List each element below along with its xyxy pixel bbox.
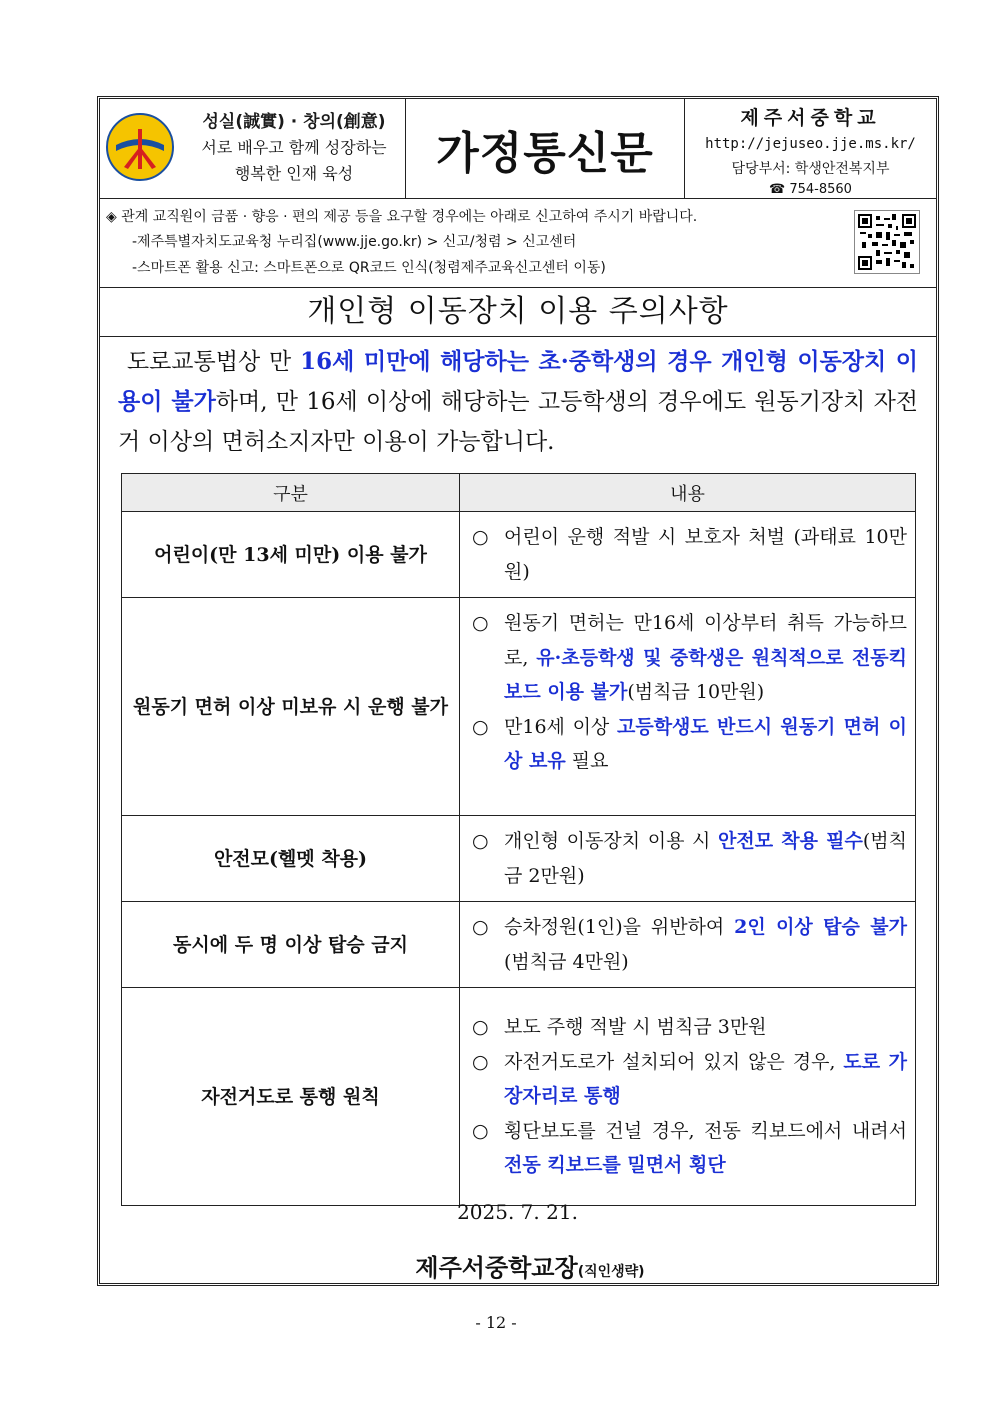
newsletter-title-cell <box>406 99 685 198</box>
bullet-highlight: 도로 가장자리로 통행 <box>504 1050 907 1108</box>
bullet-icon: ○ <box>472 830 489 852</box>
bullet-text: (범칙금 4만원) <box>504 950 629 973</box>
header-content: 내용 <box>460 474 916 512</box>
bullet-text: 원동기 면허는 만16세 이상부터 취득 가능하므로, <box>504 612 907 669</box>
newsletter-title: 가정통신문 <box>436 128 654 179</box>
school-logo-icon <box>106 113 174 181</box>
bullet-text: 만16세 이상 <box>504 715 617 738</box>
bullet-text: 승차정원(1인)을 위반하여 <box>504 916 735 938</box>
bullet-icon: ○ <box>472 1050 489 1073</box>
intro-part3: 하며, 만 16세 이상에 해당하는 고등학생의 경우에도 원동기장치 자전거 이상의 면허소지자만 이용이 가능합니다. <box>118 389 918 455</box>
bullet-text: 어린이 운행 적발 시 보호자 처벌 (과태료 10만원) <box>504 526 907 583</box>
row-content <box>460 902 916 988</box>
divider <box>100 287 936 288</box>
row-category: 안전모(헬멧 착용) <box>122 816 460 902</box>
header-category: 구분 <box>122 474 460 512</box>
bullet-icon: ○ <box>472 612 489 634</box>
bullet-text: 필요 <box>565 750 609 772</box>
issue-date: 2025. 7. 21. <box>457 1200 578 1224</box>
bullet-text: 자전거도로가 설치되어 있지 않은 경우, <box>504 1050 844 1073</box>
bullet-icon: ○ <box>472 1119 489 1142</box>
bullet-text: (범칙금 2만원) <box>504 830 907 887</box>
table-row <box>122 598 916 816</box>
rules-table <box>121 473 916 1206</box>
motto-cell <box>100 99 406 198</box>
bullet-text: 보도 주행 적발 시 범칙금 3만원 <box>504 1016 767 1039</box>
row-content <box>460 512 916 598</box>
school-motto-line3: 행복한 인재 육성 <box>234 164 354 183</box>
row-category: 자전거도로 통행 원칙 <box>122 988 460 1206</box>
school-url-link[interactable]: http://jejuseo.jje.ms.kr/ <box>705 136 916 152</box>
intro-paragraph <box>118 342 918 462</box>
bullet-highlight: 유·초등학생 및 중학생은 원칙적으로 전동킥보드 이용 불가 <box>504 646 907 703</box>
row-category: 어린이(만 13세 미만) 이용 불가 <box>122 512 460 598</box>
table-row <box>122 988 916 1206</box>
bullet-icon: ○ <box>472 1016 489 1039</box>
bullet-icon: ○ <box>472 916 489 938</box>
bullet-text: 개인형 이동장치 이용 시 <box>504 830 719 852</box>
row-category: 동시에 두 명 이상 탑승 금지 <box>122 902 460 988</box>
row-content <box>460 988 916 1206</box>
divider <box>100 198 936 199</box>
bullet-icon: ○ <box>472 715 489 738</box>
bullet-icon: ○ <box>472 526 489 548</box>
intro-part1: 도로교통법상 만 <box>126 349 301 375</box>
table-row <box>122 816 916 902</box>
bullet-highlight: 안전모 착용 필수 <box>718 830 863 852</box>
school-info-cell <box>685 99 936 198</box>
school-name: 제주서중학교 <box>740 107 881 129</box>
principal-signature <box>0 1248 992 1283</box>
table-header-row <box>122 474 916 512</box>
row-content <box>460 816 916 902</box>
table-row <box>122 512 916 598</box>
letterhead <box>100 99 936 198</box>
school-motto-values: 성실(誠實) · 창의(創意) <box>202 112 386 132</box>
school-motto-line2: 서로 배우고 함께 성장하는 <box>201 138 387 157</box>
bullet-text: (범칙금 10만원) <box>627 681 765 703</box>
bullet-text: 횡단보도를 건널 경우, 전동 킥보드에서 내려서 <box>504 1119 907 1142</box>
table-row <box>122 902 916 988</box>
phone-number: ☎ 754-8560 <box>769 182 852 197</box>
document-title: 개인형 이동장치 이용 주의사항 <box>307 294 729 329</box>
notice-line1: ◈ 관계 교직원이 금품 · 향응 · 편의 제공 등을 요구할 경우에는 아래로 신고하여 주시기 바랍니다. <box>106 209 698 225</box>
intro-highlight: 16세 미만에 해당하는 초·중학생의 경우 개인형 이동장치 이용이 불가 <box>118 348 918 415</box>
page-number: - 12 - <box>475 1313 517 1332</box>
notice-line3: -스마트폰 활용 신고: 스마트폰으로 QR코드 인식(청렴제주교육신고센터 이동) <box>132 260 606 276</box>
bullet-highlight: 2인 이상 탑승 불가 <box>734 916 907 938</box>
department: 담당부서: 학생안전복지부 <box>731 161 890 177</box>
signature-name: 제주서중학교장 <box>415 1254 578 1282</box>
bullet-highlight: 전동 킥보드를 밀면서 횡단 <box>504 1154 726 1177</box>
row-category: 원동기 면허 이상 미보유 시 운행 불가 <box>122 598 460 816</box>
bullet-highlight: 고등학생도 반드시 원동기 면허 이상 보유 <box>504 715 907 772</box>
report-notice <box>100 200 936 286</box>
divider <box>100 336 936 337</box>
qr-code-icon[interactable] <box>854 210 920 274</box>
notice-line2: -제주특별자치도교육청 누리집(www.jje.go.kr) > 신고/청렴 > 신고센터 <box>132 234 577 250</box>
signature-note: (직인생략) <box>577 1264 645 1280</box>
row-content <box>460 598 916 816</box>
